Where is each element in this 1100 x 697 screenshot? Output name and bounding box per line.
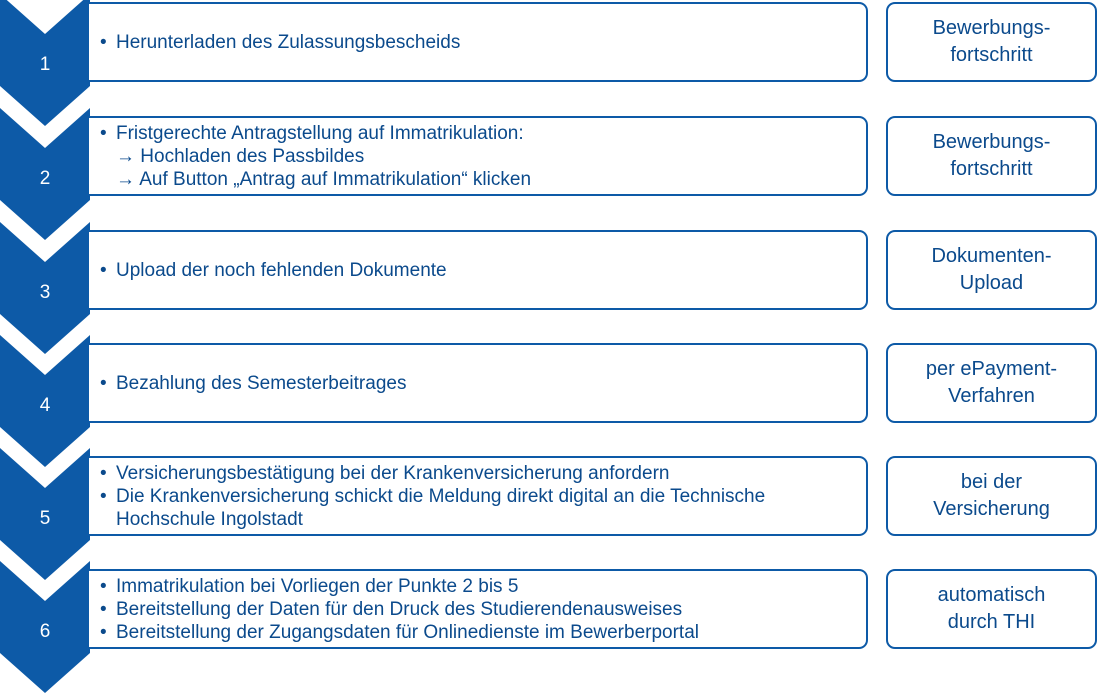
step-line [100, 485, 846, 531]
bullet: • [100, 598, 107, 620]
side-label: fortschritt [950, 158, 1033, 180]
step-side-box [886, 569, 1097, 649]
bullet: • [100, 122, 107, 144]
side-label: Versicherung [933, 498, 1050, 520]
step-line [100, 31, 846, 54]
step-text: → Hochladen des Passbildes [116, 145, 365, 167]
step-content-box [89, 116, 868, 196]
side-label: durch THI [947, 611, 1036, 633]
step-side-box [886, 116, 1097, 196]
step-number: 1 [39, 54, 51, 75]
bullet: • [100, 575, 107, 597]
step-side-box [886, 456, 1097, 536]
step-subline [100, 145, 846, 168]
step-line [100, 598, 846, 621]
side-label: Dokumenten- [931, 245, 1052, 267]
step-6 [0, 567, 1100, 680]
step-content-box [89, 343, 868, 423]
step-text: Fristgerechte Antragstellung auf Immatrikulation: [116, 122, 524, 144]
step-line [100, 122, 846, 145]
step-number: 3 [39, 282, 51, 303]
step-1 [0, 0, 1100, 113]
step-content-box [89, 456, 868, 536]
bullet: • [100, 31, 107, 53]
step-line [100, 575, 846, 598]
step-text: Versicherungsbestätigung bei der Krankenversicherung anfordern [116, 462, 670, 484]
step-text: Immatrikulation bei Vorliegen der Punkte 2 bis 5 [116, 575, 519, 597]
bullet: • [100, 462, 107, 484]
step-subline [100, 168, 846, 191]
step-text: Herunterladen des Zulassungsbescheids [116, 31, 461, 53]
side-label: Upload [959, 272, 1024, 294]
side-label: Verfahren [948, 385, 1035, 407]
step-5 [0, 454, 1100, 567]
step-content-box [89, 2, 868, 82]
step-text: Bereitstellung der Daten für den Druck des Studierendenausweises [116, 598, 683, 620]
step-content-box [89, 569, 868, 649]
step-side-box [886, 343, 1097, 423]
side-label: fortschritt [950, 44, 1033, 66]
step-content-box [89, 230, 868, 310]
step-line [100, 621, 846, 644]
bullet: • [100, 372, 107, 394]
bullet: • [100, 259, 107, 281]
step-text: Bezahlung des Semesterbeitrages [116, 372, 407, 394]
step-number: 5 [39, 508, 51, 529]
step-3 [0, 228, 1100, 341]
bullet: • [100, 621, 107, 643]
side-label: automatisch [937, 584, 1046, 606]
step-line [100, 462, 846, 485]
step-text: Bereitstellung der Zugangsdaten für Onlinedienste im Bewerberportal [116, 621, 699, 643]
step-number: 4 [39, 395, 51, 416]
step-text: Upload der noch fehlenden Dokumente [116, 259, 447, 281]
step-number: 2 [39, 168, 51, 189]
step-line [100, 372, 846, 395]
step-4 [0, 341, 1100, 454]
step-side-box [886, 2, 1097, 82]
step-side-box [886, 230, 1097, 310]
side-label: bei der [960, 471, 1023, 493]
step-line [100, 259, 846, 282]
side-label: per ePayment- [925, 358, 1058, 380]
step-text: Die Krankenversicherung schickt die Meldung direkt digital an die Technische Hochschule Ingolstadt [116, 485, 766, 530]
side-label: Bewerbungs- [932, 17, 1051, 39]
side-label: Bewerbungs- [932, 131, 1051, 153]
step-number: 6 [39, 621, 51, 642]
bullet: • [100, 485, 107, 507]
step-text: → Auf Button „Antrag auf Immatrikulation“ klicken [116, 168, 532, 190]
step-2 [0, 114, 1100, 227]
